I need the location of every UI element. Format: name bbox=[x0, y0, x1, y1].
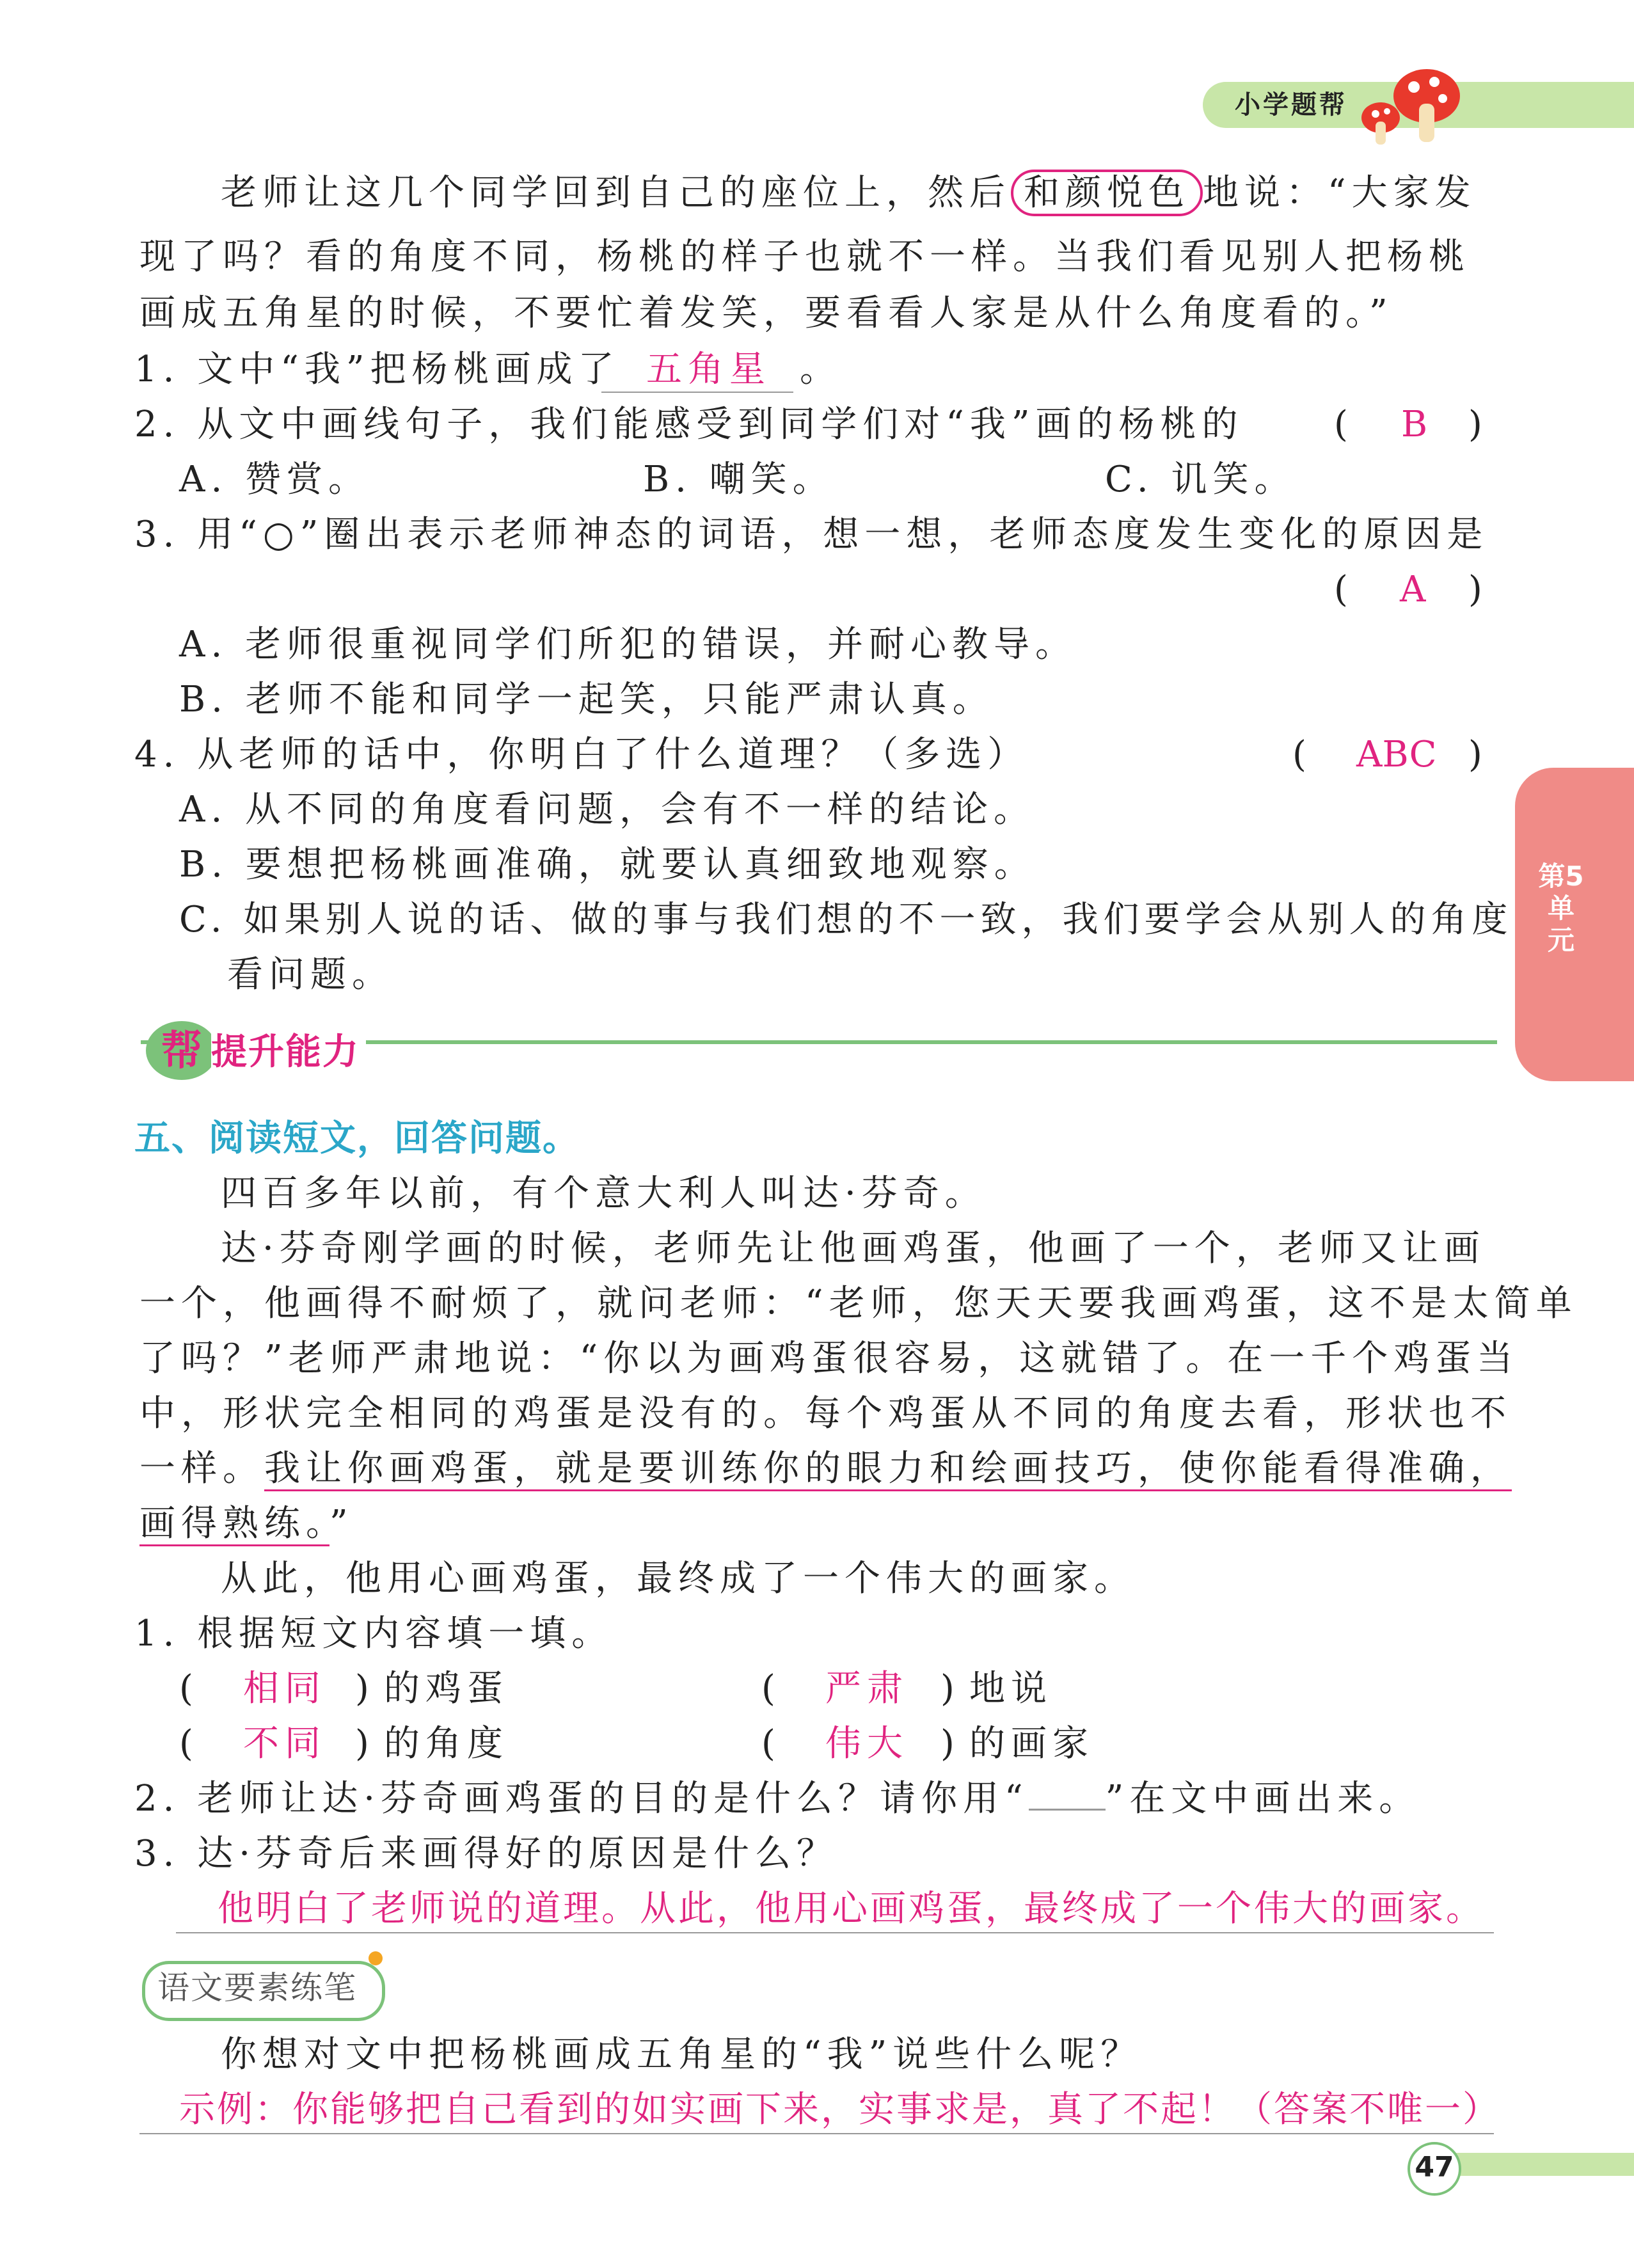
header-label: 小学题帮 bbox=[1235, 90, 1347, 120]
q3-bracket-open: ( bbox=[1334, 569, 1348, 610]
underline-symbol bbox=[1029, 1779, 1106, 1811]
q2-answer: B bbox=[1401, 404, 1428, 445]
q4-bracket-close: ) bbox=[1468, 734, 1482, 775]
q4-option-c: C. 如果别人说的话、做的事与我们想的不一致，我们要学会从别人的角度 bbox=[179, 899, 1513, 940]
q5-p2-line3: 了吗？”老师严肃地说：“你以为画鸡蛋很容易，这就错了。在一千个鸡蛋当 bbox=[139, 1338, 1519, 1379]
section-title: 提升能力 bbox=[211, 1030, 366, 1075]
footer-band bbox=[1440, 2153, 1634, 2176]
fill-b2-close: ) bbox=[940, 1723, 955, 1764]
q1-text: 1. 文中“我”把杨桃画成了 bbox=[134, 349, 620, 390]
underlined-sentence-part2: 画得熟练。 bbox=[139, 1503, 329, 1546]
q4-text: 4. 从老师的话中，你明白了什么道理？（多选） bbox=[134, 734, 1029, 775]
fill-a2-open: ( bbox=[179, 1723, 193, 1764]
q2-option-c: C. 讥笑。 bbox=[1105, 459, 1296, 500]
q2-bracket-open: ( bbox=[1334, 404, 1348, 445]
q5-p2-line5-pre: 一样。 bbox=[139, 1448, 264, 1489]
q1-blank-line bbox=[601, 392, 793, 393]
fill-b2-open: ( bbox=[761, 1723, 775, 1764]
q5-p2-line2: 一个，他画得不耐烦了，就问老师：“老师，您天天要我画鸡蛋，这不是太简单 bbox=[139, 1283, 1578, 1324]
fill-a1-close: ) bbox=[355, 1668, 369, 1709]
bang-badge-text: 帮 bbox=[161, 1027, 202, 1075]
q5-sub3-answer: 他明白了老师说的道理。从此，他用心画鸡蛋，最终成了一个伟大的画家。 bbox=[218, 1888, 1484, 1930]
q5-p2-line1: 达·芬奇刚学画的时候，老师先让他画鸡蛋，他画了一个，老师又让画 bbox=[221, 1228, 1486, 1269]
underlined-sentence-part1: 我让你画鸡蛋，就是要训练你的眼力和绘画技巧，使你能看得准确， bbox=[264, 1448, 1512, 1491]
q1-answer: 五角星 bbox=[646, 349, 771, 390]
q1-end: 。 bbox=[800, 349, 841, 390]
fill-a1-open: ( bbox=[179, 1668, 193, 1709]
q5-p2-line4: 中，形状完全相同的鸡蛋是没有的。每个鸡蛋从不同的角度去看，形状也不 bbox=[139, 1393, 1512, 1434]
passage1-line1 bbox=[221, 173, 1477, 214]
q2-option-a: A. 赞赏。 bbox=[179, 459, 370, 500]
q5-sub2-pre: 2. 老师让达·芬奇画鸡蛋的目的是什么？请你用“ bbox=[134, 1778, 1029, 1820]
practice-question: 你想对文中把杨桃画成五角星的“我”说些什么呢？ bbox=[221, 2034, 1143, 2075]
q4-option-b: B. 要想把杨桃画准确，就要认真细致地观察。 bbox=[179, 844, 1036, 885]
fill-b1-open: ( bbox=[761, 1668, 775, 1709]
circled-expression: 和颜悦色 bbox=[1011, 170, 1203, 216]
passage1-line3: 画成五角星的时候，不要忙着发笑，要看看人家是从什么角度看的。” bbox=[139, 292, 1393, 334]
q2-text: 2. 从文中画线句子，我们能感受到同学们对“我”画的杨桃的 bbox=[134, 404, 1244, 445]
fill-a1-tail: 的鸡蛋 bbox=[384, 1668, 509, 1709]
practice-answer-line bbox=[139, 2133, 1494, 2134]
q5-title: 五、阅读短文，回答问题。 bbox=[134, 1118, 580, 1159]
fill-b1-close: ) bbox=[940, 1668, 955, 1709]
q3-text: 3. 用“○”圈出表示老师神态的词语，想一想，老师态度发生变化的原因是 bbox=[134, 514, 1489, 555]
q5-p2-line6-post: ” bbox=[329, 1503, 354, 1544]
q5-sub1-text: 1. 根据短文内容填一填。 bbox=[134, 1613, 614, 1654]
fill-a2-close: ) bbox=[355, 1723, 369, 1764]
passage1-line1-pre: 老师让这几个同学回到自己的座位上，然后 bbox=[221, 172, 1011, 214]
passage1-line1-post: 地说：“大家发 bbox=[1203, 172, 1477, 214]
q5-sub2-text bbox=[134, 1779, 1420, 1820]
q4-option-c-cont: 看问题。 bbox=[227, 954, 393, 995]
q5-sub3-answer-line bbox=[176, 1932, 1494, 1933]
mushroom-icon bbox=[1350, 59, 1471, 148]
fill-a1-answer: 相同 bbox=[243, 1668, 326, 1709]
page-number: 47 bbox=[1415, 2151, 1454, 2184]
passage1-line2: 现了吗？看的角度不同，杨桃的样子也就不一样。当我们看见别人把杨桃 bbox=[139, 236, 1470, 278]
fill-a2-answer: 不同 bbox=[243, 1723, 326, 1764]
q5-sub2-post: ”在文中画出来。 bbox=[1105, 1778, 1421, 1820]
q5-sub3-text: 3. 达·芬奇后来画得好的原因是什么？ bbox=[134, 1833, 839, 1875]
q3-option-b: B. 老师不能和同学一起笑，只能严肃认真。 bbox=[179, 679, 994, 720]
fill-a2-tail: 的角度 bbox=[384, 1723, 509, 1764]
fill-b2-tail: 的画家 bbox=[969, 1723, 1094, 1764]
q4-option-a: A. 从不同的角度看问题，会有不一样的结论。 bbox=[179, 789, 1036, 830]
q5-paragraph3: 从此，他用心画鸡蛋，最终成了一个伟大的画家。 bbox=[221, 1558, 1136, 1599]
q5-paragraph1: 四百多年以前，有个意大利人叫达·芬奇。 bbox=[221, 1173, 987, 1214]
q3-bracket-close: ) bbox=[1468, 569, 1482, 610]
q4-answer: ABC bbox=[1356, 734, 1437, 775]
practice-label: 语文要素练笔 bbox=[157, 1969, 357, 2006]
fill-b1-tail: 地说 bbox=[969, 1668, 1052, 1709]
q5-p2-line5 bbox=[139, 1448, 1512, 1489]
unit-tab-label: 第5单元 bbox=[1538, 860, 1584, 956]
practice-star-icon bbox=[369, 1951, 383, 1965]
fill-b2-answer: 伟大 bbox=[825, 1723, 908, 1764]
q3-answer: A bbox=[1400, 569, 1426, 610]
q4-bracket-open: ( bbox=[1292, 734, 1306, 775]
q5-p2-line6 bbox=[139, 1503, 354, 1544]
q3-option-a: A. 老师很重视同学们所犯的错误，并耐心教导。 bbox=[179, 624, 1077, 665]
q2-bracket-close: ) bbox=[1468, 404, 1482, 445]
practice-answer: 示例：你能够把自己看到的如实画下来，实事求是，真了不起！（答案不唯一） bbox=[179, 2089, 1500, 2130]
fill-b1-answer: 严肃 bbox=[825, 1668, 908, 1709]
q2-option-b: B. 嘲笑。 bbox=[643, 459, 834, 500]
